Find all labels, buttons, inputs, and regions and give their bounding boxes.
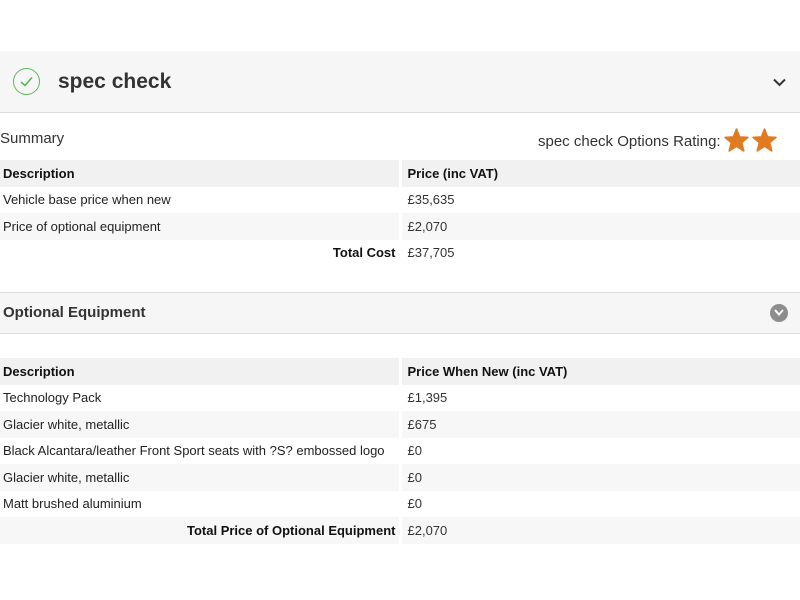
row-price: £0 (400, 464, 800, 491)
total-value: £2,070 (400, 517, 800, 544)
total-row (0, 517, 800, 544)
row-price: £0 (400, 438, 800, 465)
column-header-price: Price (inc VAT) (400, 160, 800, 187)
row-price: £1,395 (400, 385, 800, 412)
star-icon (752, 128, 777, 157)
row-price: £35,635 (400, 187, 800, 214)
summary-label: Summary (0, 130, 65, 147)
star-icon (724, 128, 749, 157)
optional-equipment-table (0, 358, 800, 544)
table-row (0, 491, 800, 518)
row-description: Glacier white, metallic (0, 411, 400, 438)
row-description: Technology Pack (3, 390, 102, 406)
row-price: £675 (400, 411, 800, 438)
table-row (0, 438, 800, 465)
column-header-description: Description (0, 160, 400, 187)
row-description: Price of optional equipment (0, 213, 400, 240)
table-row (0, 411, 800, 438)
chevron-down-icon[interactable] (773, 74, 786, 92)
table-header-row (0, 358, 800, 385)
total-value: £37,705 (400, 240, 800, 267)
table-row (0, 464, 800, 491)
row-price: £0 (400, 491, 800, 518)
table-row (0, 187, 800, 214)
total-label: Total Cost (332, 245, 396, 261)
row-description: Black Alcantara/leather Front Sport seats with ?S? embossed logo (3, 443, 385, 459)
header-title: spec check (58, 70, 172, 93)
spec-check-header[interactable] (0, 51, 800, 113)
row-description: Vehicle base price when new (3, 192, 171, 208)
optional-equipment-title: Optional Equipment (3, 304, 146, 321)
total-label: Total Price of Optional Equipment (0, 517, 400, 544)
chevron-down-circle-icon[interactable] (770, 304, 788, 322)
total-row (0, 240, 800, 267)
table-row (0, 385, 800, 412)
rating-label: spec check Options Rating: (538, 133, 721, 150)
table-header-row (0, 160, 800, 187)
column-header-price: Price When New (inc VAT) (400, 358, 800, 385)
row-description: Matt brushed aluminium (3, 496, 142, 512)
summary-table (0, 160, 800, 266)
row-description: Glacier white, metallic (0, 464, 400, 491)
check-circle-icon (13, 68, 40, 95)
table-row (0, 213, 800, 240)
column-header-description: Description (0, 358, 400, 385)
row-price: £2,070 (400, 213, 800, 240)
optional-equipment-header[interactable] (0, 292, 800, 334)
